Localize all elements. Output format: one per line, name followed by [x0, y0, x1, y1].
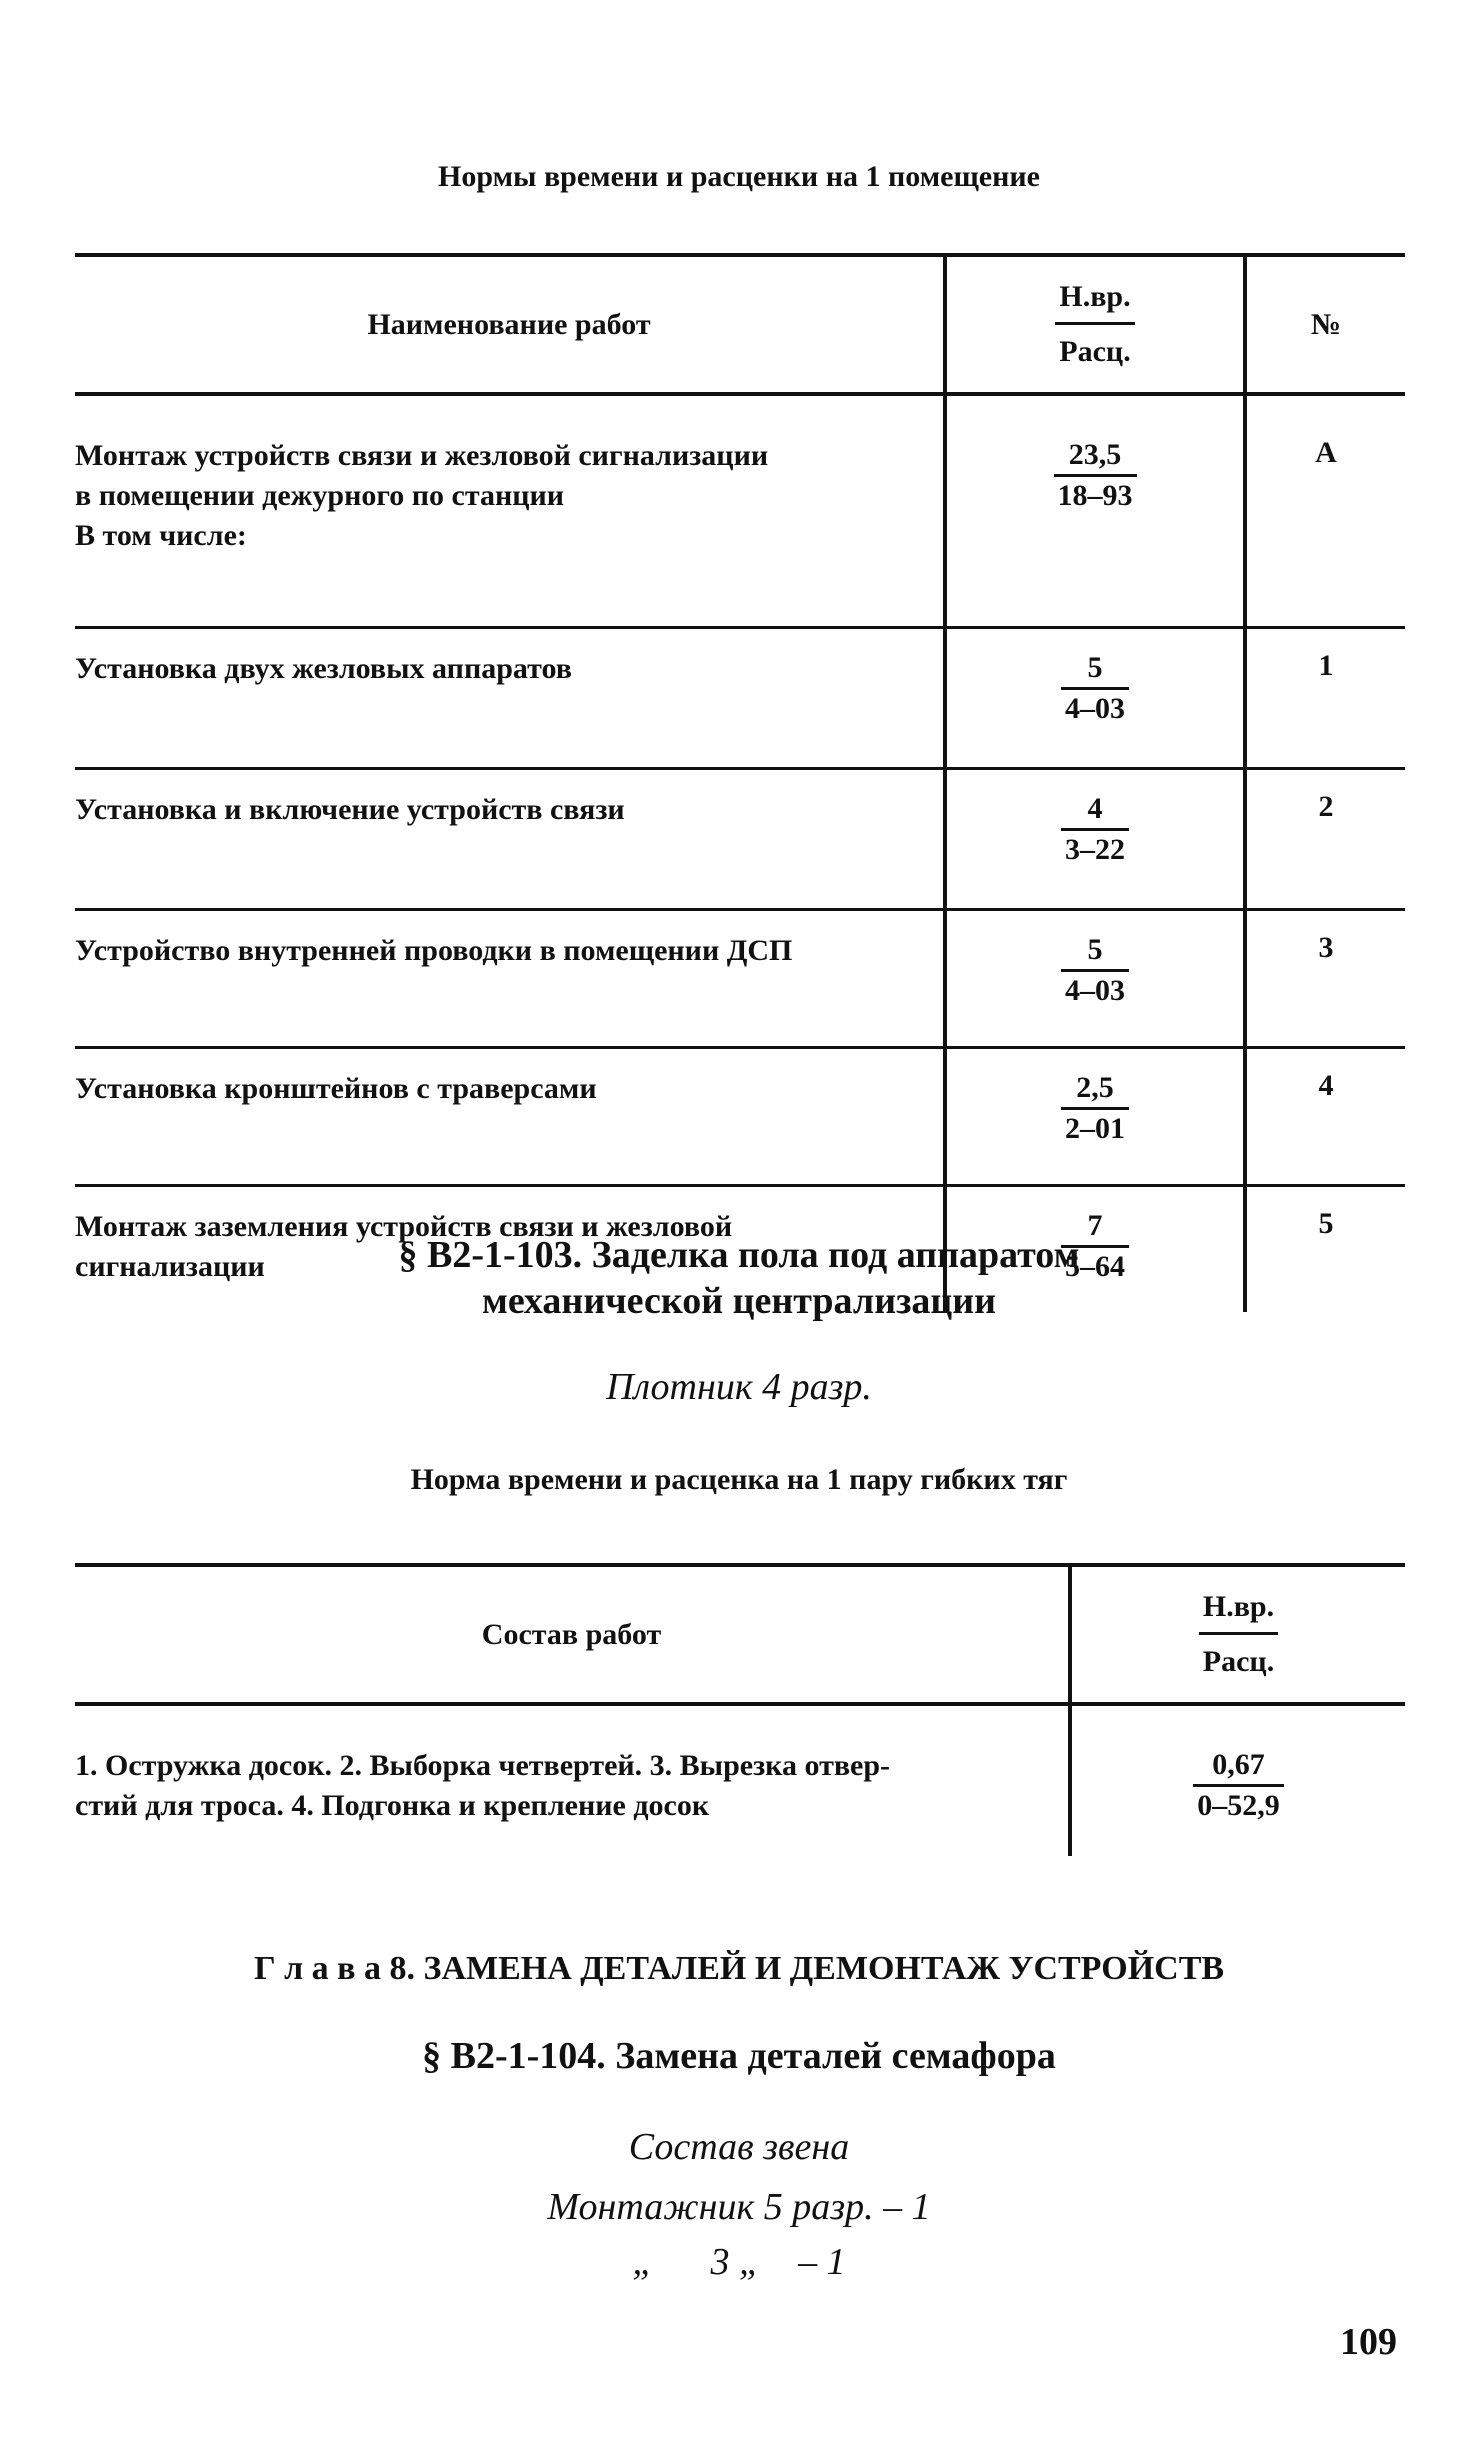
row-rate: 3–22: [1065, 833, 1125, 866]
row-name-line: 1. Остружка досок. 2. Выборка четвертей. 3. Вырезка отвер-: [75, 1749, 891, 1782]
row-name-line: сигнализации: [75, 1250, 265, 1283]
table-row: [75, 1048, 1405, 1186]
row-rate: 4–03: [1065, 692, 1125, 725]
table-row: [75, 910, 1405, 1048]
row-number: 4: [1245, 1048, 1405, 1186]
table1-header-number: №: [1245, 255, 1405, 394]
section-title-line: § В2-1-103. Заделка пола под аппаратом: [398, 1234, 1080, 1276]
row-norm-rate: [945, 394, 1245, 628]
row-norm-rate: [945, 769, 1245, 910]
row-norm: 0,67: [1193, 1746, 1284, 1787]
row-name-line: в помещении дежурного по станции: [75, 479, 565, 512]
row-norm: 4: [1061, 790, 1129, 831]
row-name-line: Устройство внутренней проводки в помещении ДСП: [75, 934, 793, 967]
table1-header-norm-rate: [945, 255, 1245, 394]
row-norm: 7: [1061, 1207, 1129, 1248]
section-title-line: механической централизации: [481, 1280, 997, 1322]
table-row: [75, 1704, 1405, 1856]
table1-header-norm: Н.вр.: [1055, 278, 1134, 325]
row-number: 5: [1245, 1186, 1405, 1313]
table1-caption: Нормы времени и расценки на 1 помещение: [438, 160, 1040, 193]
row-name: [75, 1048, 945, 1186]
row-norm-rate: [945, 1048, 1245, 1186]
row-norm: 5: [1061, 931, 1129, 972]
row-name: [75, 628, 945, 769]
table2-header-norm-rate: [1070, 1565, 1405, 1704]
row-rate: 5–64: [1065, 1250, 1125, 1283]
row-norm-rate: [945, 628, 1245, 769]
row-norm: 2,5: [1061, 1069, 1129, 1110]
row-rate: 2–01: [1065, 1112, 1125, 1145]
row-norm: 23,5: [1054, 436, 1137, 477]
table2-header-name: Состав работ: [481, 1617, 662, 1651]
table-row: [75, 769, 1405, 910]
page-number: 109: [1340, 2321, 1397, 2363]
row-name: [75, 394, 945, 628]
table1-header-row: [75, 255, 1405, 394]
row-name: [75, 1704, 1070, 1856]
row-name-line: Установка кронштейнов с траверсами: [75, 1072, 597, 1105]
table-row: [75, 628, 1405, 769]
row-name-line: В том числе:: [75, 519, 247, 552]
table2-header-rate: Расц.: [1202, 1645, 1275, 1678]
row-number: А: [1245, 394, 1405, 628]
table2-header-norm: Н.вр.: [1199, 1588, 1278, 1635]
row-number: 2: [1245, 769, 1405, 910]
section-103-title: [0, 1232, 1478, 1324]
crew-line: „ 3 „ – 1: [632, 2241, 846, 2283]
row-norm-rate: [945, 910, 1245, 1048]
table-row: [75, 394, 1405, 628]
table1-header-name: Наименование работ: [367, 307, 651, 341]
row-name: [75, 910, 945, 1048]
row-name: [75, 769, 945, 910]
row-number: 1: [1245, 628, 1405, 769]
row-name-line: стий для троса. 4. Подгонка и крепление досок: [75, 1789, 710, 1822]
row-rate: 0–52,9: [1197, 1789, 1280, 1822]
norms-table-2: [75, 1563, 1405, 1856]
row-rate: 18–93: [1057, 479, 1133, 512]
row-norm: 5: [1061, 649, 1129, 690]
table1-header-rate: Расц.: [1059, 335, 1131, 368]
section-104-title: § В2-1-104. Замена деталей семафора: [422, 2035, 1056, 2077]
chapter-title: Г л а в а 8. ЗАМЕНА ДЕТАЛЕЙ И ДЕМОНТАЖ УСТРОЙСТВ: [253, 1950, 1225, 1987]
worker-line: Плотник 4 разр.: [606, 1366, 872, 1408]
row-name-line: Монтаж устройств связи и жезловой сигнализации: [75, 439, 769, 472]
row-number: 3: [1245, 910, 1405, 1048]
row-norm-rate: [1070, 1704, 1405, 1856]
row-name-line: Установка двух жезловых аппаратов: [75, 652, 572, 685]
norms-table-1: [75, 253, 1405, 1312]
row-rate: 4–03: [1065, 974, 1125, 1007]
table2-caption: Норма времени и расценка на 1 пару гибких тяг: [410, 1463, 1068, 1496]
crew-line: Монтажник 5 разр. – 1: [547, 2186, 931, 2228]
row-name-line: Установка и включение устройств связи: [75, 793, 625, 826]
row-name-line: Монтаж заземления устройств связи и жезловой: [75, 1210, 733, 1243]
table2-header-row: [75, 1565, 1405, 1704]
crew-title: Состав звена: [628, 2126, 850, 2168]
